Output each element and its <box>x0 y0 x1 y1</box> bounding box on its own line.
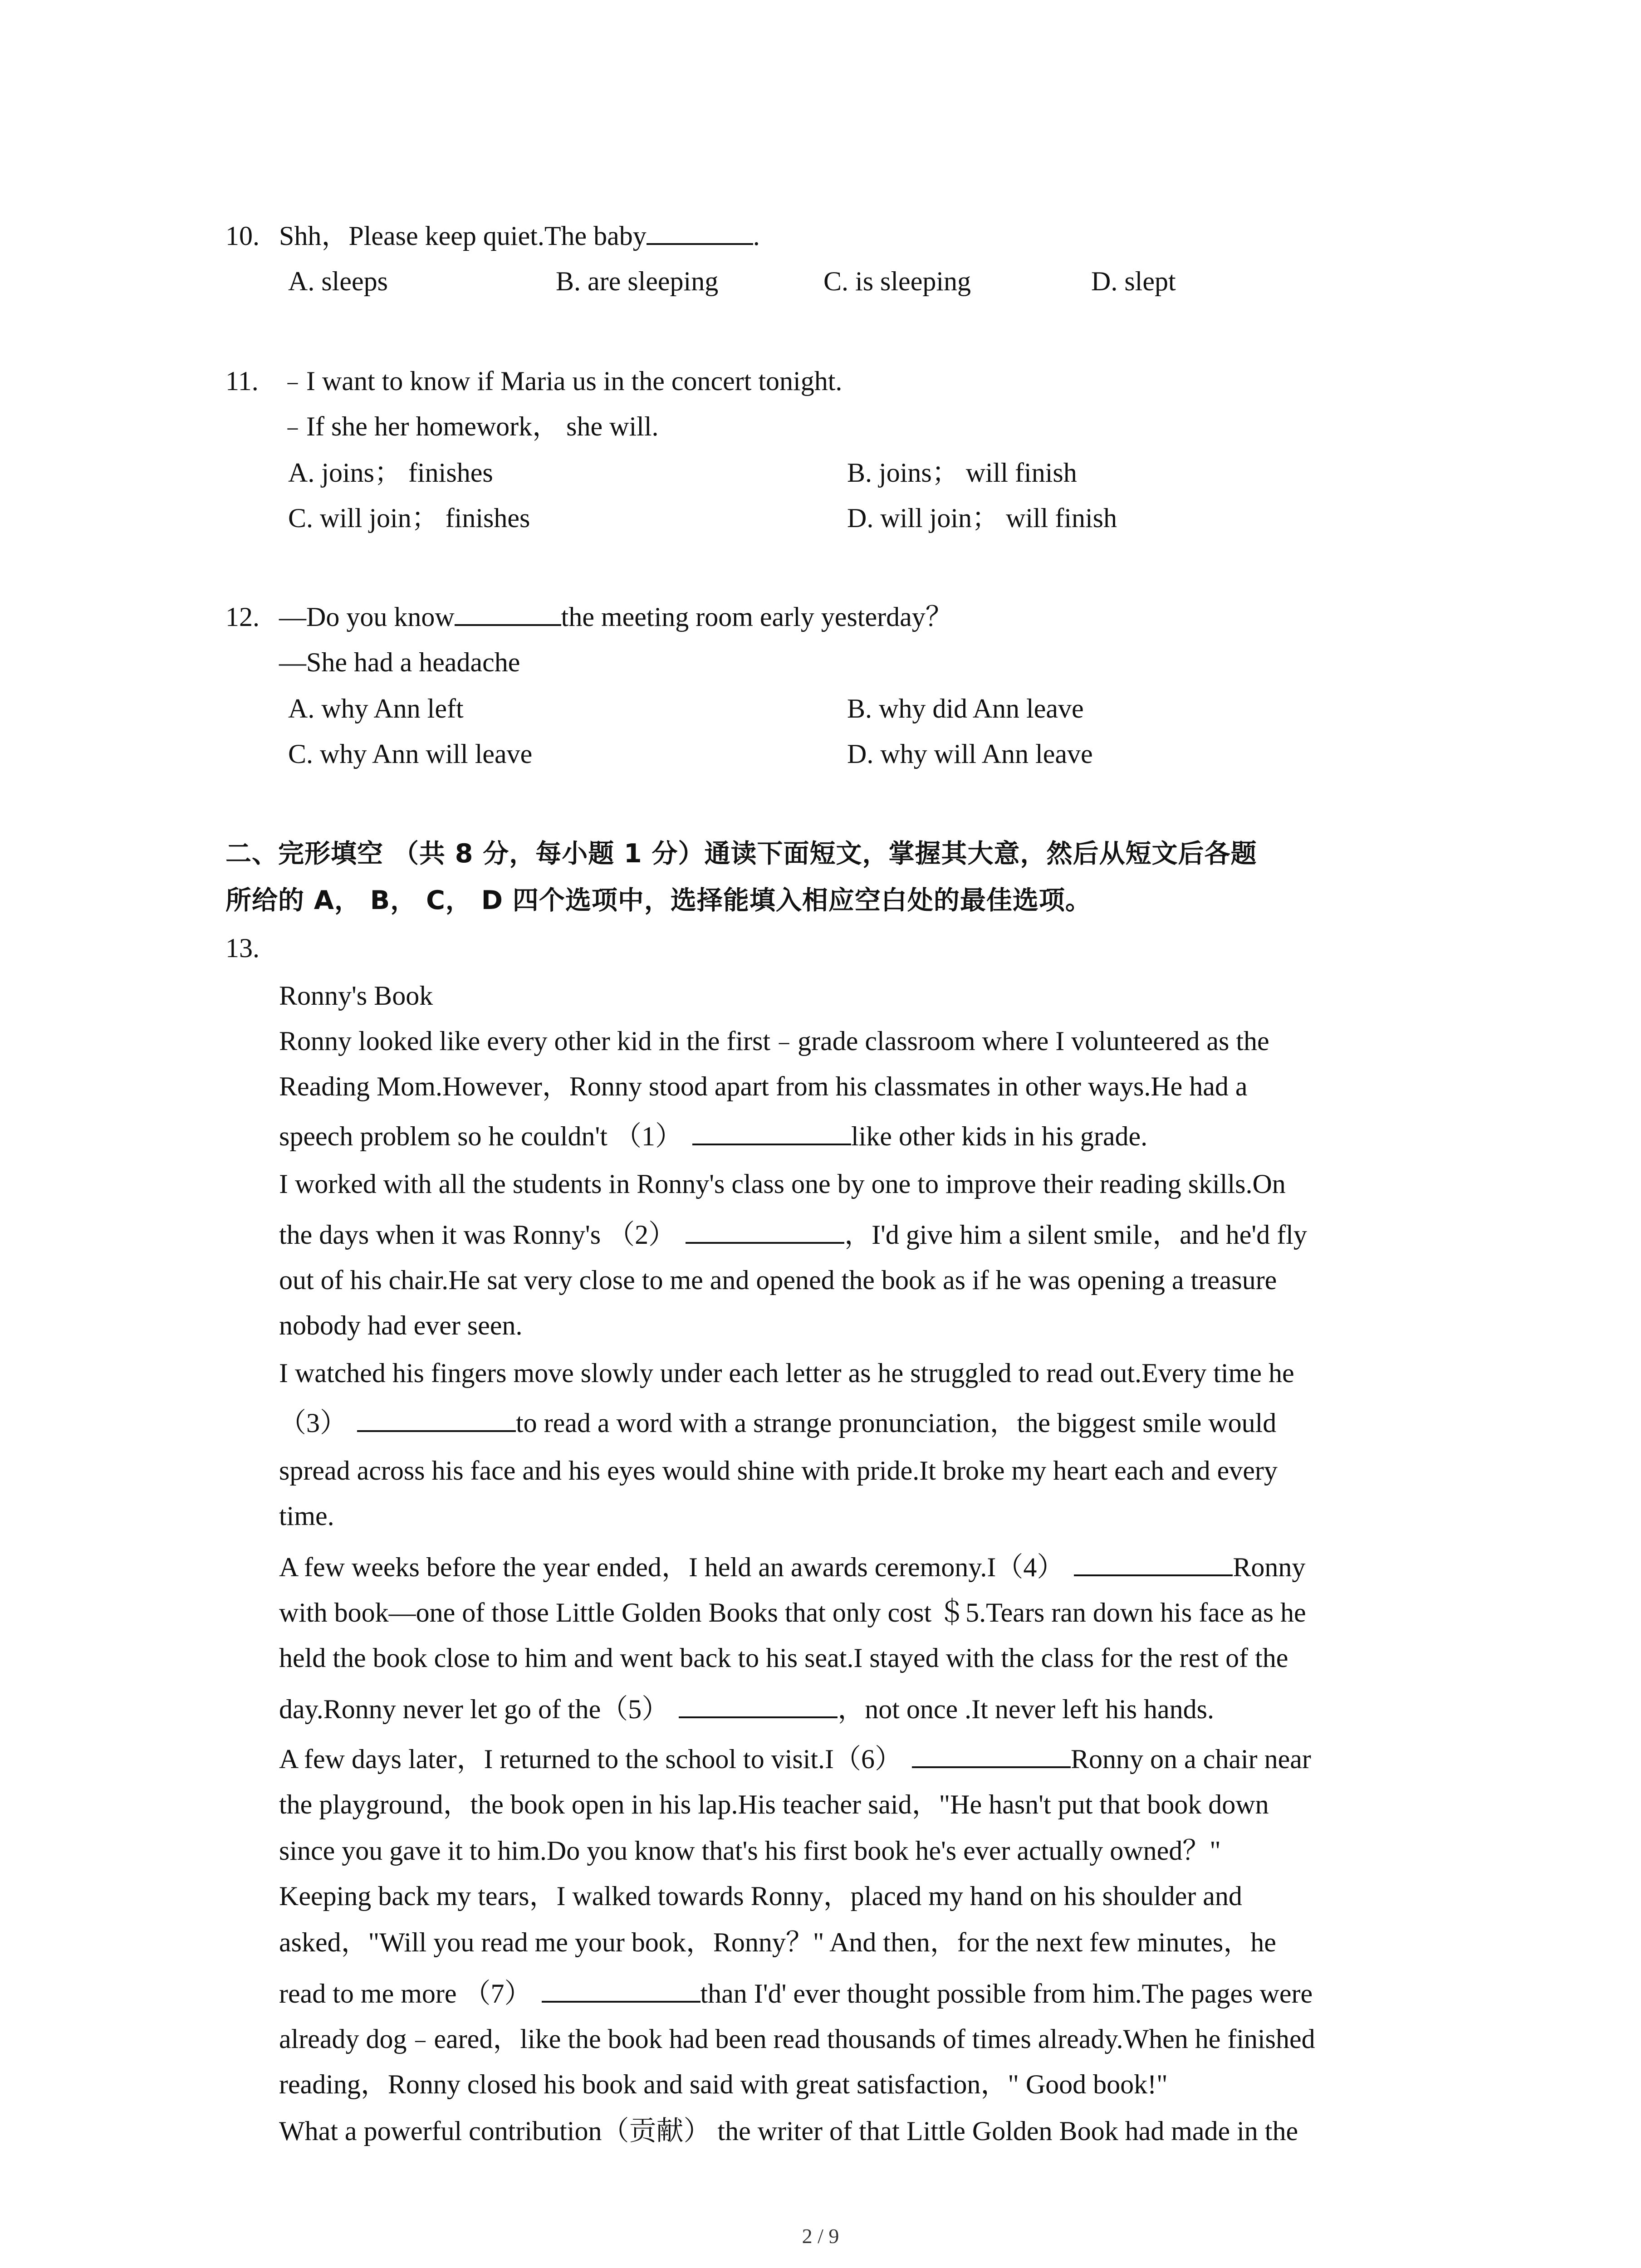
passage-text: A few weeks before the year ended，I held an awards ceremony.I（4） <box>279 1552 1064 1582</box>
section-heading: 二、完形填空 （共 8 分，每小题 1 分）通读下面短文，掌握其大意，然后从短文后各题 <box>225 839 1257 869</box>
stem-end: . <box>753 221 760 251</box>
passage-text: read to me more （7） <box>279 1979 532 2009</box>
option-a[interactable]: A. joins； finishes <box>288 458 493 488</box>
stem-text: Shh，Please keep quiet.The baby <box>279 221 647 251</box>
option-a[interactable]: A. why Ann left <box>288 694 464 723</box>
option-d[interactable]: D. why will Ann leave <box>847 739 1093 769</box>
option-c[interactable]: C. is sleeping <box>823 266 971 296</box>
passage-line: since you gave it to him.Do you know that's his first book he's ever actually owned？" <box>279 1836 1221 1866</box>
passage-text: speech problem so he couldn't （1） <box>279 1121 682 1151</box>
passage-text: than I'd' ever thought possible from him.The pages were <box>700 1979 1313 2009</box>
answer-blank[interactable] <box>679 1688 838 1718</box>
passage-line: spread across his face and his eyes would shine with pride.It broke my heart each and every <box>279 1456 1278 1486</box>
answer-blank[interactable] <box>692 1115 851 1145</box>
question-number: 12. <box>225 602 260 632</box>
section-heading: 所给的 A， B， C， D 四个选项中，选择能填入相应空白处的最佳选项。 <box>225 885 1092 915</box>
passage-text: ，I'd give him a silent smile，and he'd fly <box>844 1220 1307 1250</box>
passage-text: A few days later，I returned to the school to visit.I（6） <box>279 1744 902 1774</box>
passage-line: asked，"Will you read me your book，Ronny？" And then，for the next few minutes，he <box>279 1927 1276 1957</box>
question-number: 11. <box>225 366 259 396</box>
answer-blank[interactable] <box>686 1214 844 1244</box>
passage-line: the playground，the book open in his lap.His teacher said，"He hasn't put that book down <box>279 1789 1269 1819</box>
answer-blank[interactable] <box>357 1402 516 1432</box>
passage-line <box>279 1400 1450 1446</box>
answer-blank[interactable] <box>647 215 753 245</box>
passage-text: Ronny <box>1233 1552 1306 1582</box>
option-b[interactable]: B. are sleeping <box>556 266 719 296</box>
passage-line: I watched his fingers move slowly under each letter as he struggled to read out.Every time he <box>279 1358 1294 1388</box>
option-b[interactable]: B. why did Ann leave <box>847 694 1084 723</box>
passage-line: Reading Mom.However，Ronny stood apart from his classmates in other ways.He had a <box>279 1071 1248 1101</box>
passage-line: time. <box>279 1501 334 1531</box>
option-c[interactable]: C. why Ann will leave <box>288 739 533 769</box>
passage-line <box>279 1971 1450 2016</box>
question-line: ﹣I want to know if Maria us in the concert tonight. <box>279 366 843 396</box>
passage-text: ，not once .It never left his hands. <box>838 1694 1215 1724</box>
passage-line: I worked with all the students in Ronny's class one by one to improve their reading skills.On <box>279 1169 1286 1199</box>
passage-line <box>279 1545 1450 1590</box>
passage-line: held the book close to him and went back to his seat.I stayed with the class for the rest of the <box>279 1643 1288 1673</box>
option-c[interactable]: C. will join； finishes <box>288 503 530 533</box>
page-number: 2 / 9 <box>802 2224 839 2248</box>
passage-line: What a powerful contribution（贡献） the writer of that Little Golden Book had made in the <box>279 2116 1298 2146</box>
question-line: —She had a headache <box>279 647 520 677</box>
passage-line <box>279 1114 1450 1159</box>
passage-line <box>279 1736 1450 1782</box>
stem-text: the meeting room early yesterday？ <box>561 602 953 632</box>
question-number: 10. <box>225 221 260 251</box>
passage-line: nobody had ever seen. <box>279 1310 523 1340</box>
passage-line: reading，Ronny closed his book and said with great satisfaction，" Good book!" <box>279 2069 1168 2099</box>
question-stem <box>279 213 760 259</box>
answer-blank[interactable] <box>912 1738 1071 1768</box>
passage-text: like other kids in his grade. <box>851 1121 1148 1151</box>
passage-text: to read a word with a strange pronunciation，the biggest smile would <box>516 1408 1277 1438</box>
answer-blank[interactable] <box>1074 1546 1233 1576</box>
answer-blank[interactable] <box>542 1973 700 2003</box>
option-d[interactable]: D. will join； will finish <box>847 503 1117 533</box>
answer-blank[interactable] <box>455 596 561 626</box>
question-stem <box>279 594 953 640</box>
option-a[interactable]: A. sleeps <box>288 266 388 296</box>
question-line: ﹣If she her homework， she will. <box>279 411 659 441</box>
passage-line: out of his chair.He sat very close to me and opened the book as if he was opening a treasure <box>279 1265 1277 1295</box>
passage-line: Ronny looked like every other kid in the first﹣grade classroom where I volunteered as the <box>279 1026 1269 1056</box>
passage-line: with book—one of those Little Golden Books that only cost ＄5.Tears ran down his face as he <box>279 1598 1306 1628</box>
passage-line <box>279 1212 1450 1257</box>
passage-text: Ronny on a chair near <box>1071 1744 1311 1774</box>
passage-line <box>279 1686 1450 1732</box>
stem-text: —Do you know <box>279 602 455 632</box>
passage-line: Keeping back my tears，I walked towards Ronny，placed my hand on his shoulder and <box>279 1881 1242 1911</box>
option-b[interactable]: B. joins； will finish <box>847 458 1077 488</box>
option-d[interactable]: D. slept <box>1091 266 1176 296</box>
passage-text: day.Ronny never let go of the（5） <box>279 1694 669 1724</box>
passage-line: already dog﹣eared，like the book had been read thousands of times already.When he finished <box>279 2024 1315 2054</box>
passage-text: the days when it was Ronny's （2） <box>279 1220 676 1250</box>
passage-title: Ronny's Book <box>279 981 433 1011</box>
passage-text: （3） <box>279 1408 347 1438</box>
question-number: 13. <box>225 933 260 963</box>
